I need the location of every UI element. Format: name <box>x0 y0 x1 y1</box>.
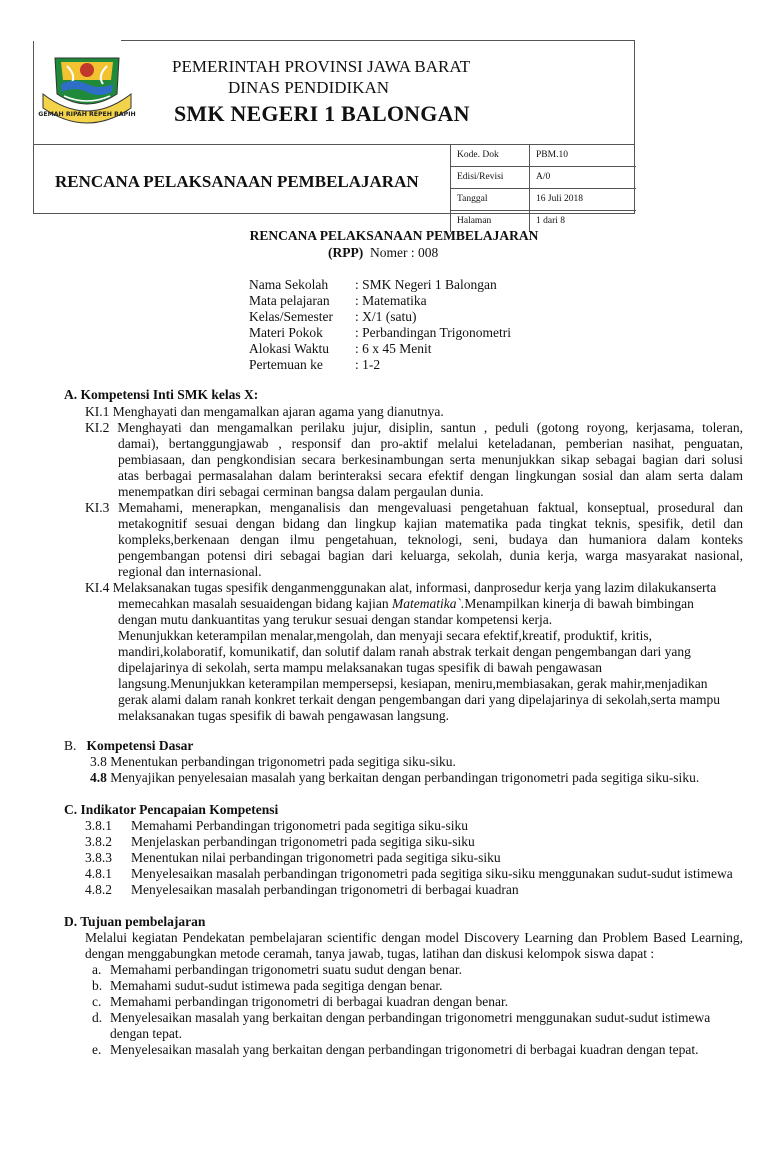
ki4-line: memecahkan masalah sesuaidengan bidang kajian Matematika`.Menampilkan kinerja di bawah bimbingan <box>118 596 694 611</box>
objective-intro-line: Melalui kegiatan Pendekatan pembelajaran scientific dengan model Discovery Learning dan Problem Based Learning, <box>85 930 743 945</box>
province-logo-icon <box>37 50 137 130</box>
ki4-line: gerak alami dalam ranah konkret terkait dengan pengembangan dari yang dipelajarinya di sekolah,serta mampu <box>118 692 721 707</box>
indicator-item: 3.8.2 Menjelaskan perbandingan trigonometri pada segitiga siku-siku <box>85 834 475 849</box>
ki4-line: melaksanakan tugas spesifik di bawah pengawasan langsung. <box>118 708 450 723</box>
section-d-heading: D. Tujuan pembelajaran <box>64 914 206 929</box>
kd-item: 4.8 Menyajikan penyelesaian masalah yang berkaitan dengan perbandingan trigonometri pada segitiga siku-siku. <box>90 770 700 785</box>
rpp-number: (RPP) Nomer : 008 <box>328 245 439 260</box>
ki2-line: menempatkan diri sebagai cerminan bangsa dalam pergaulan dunia. <box>118 484 484 499</box>
section-b-heading: B. Kompetensi Dasar <box>64 738 194 753</box>
objective-item: b. Memahami sudut-sudut istimewa pada segitiga dengan benar. <box>92 978 443 993</box>
ki2-line: KI.2 Menghayati dan mengamalkan perilaku jujur, disiplin, santun , peduli (gotong royong, kerjasama, toleran, <box>85 420 743 435</box>
indicator-item: 4.8.1 Menyelesaikan masalah perbandingan trigonometri pada segitiga siku-siku menggunakan sudut-sudut istimewa <box>85 866 733 881</box>
ki3-line: pengembangan potensi diri sebagai bagian dari keluarga, sekolah, dunia kerja, warga masyarakat nasional, <box>118 548 743 563</box>
identity-table <box>249 277 511 373</box>
ki3-line: KI.3 Memahami, menerapkan, menganalisis dan mengevaluasi pengetahuan faktual, konseptual, prosedural dan <box>85 500 743 515</box>
objective-item: a. Memahami perbandingan trigonometri suatu sudut dengan benar. <box>92 962 463 977</box>
section-a-heading: A. Kompetensi Inti SMK kelas X: <box>64 387 259 402</box>
indicator-item: 3.8.1 Memahami Perbandingan trigonometri pada segitiga siku-siku <box>85 818 469 833</box>
identity-row: Nama Sekolah : SMK Negeri 1 Balongan <box>249 277 497 292</box>
section-c-heading: C. Indikator Pencapaian Kompetensi <box>64 802 279 817</box>
ki4-line: langsung.Menunjukkan keterampilan mempersepsi, kesiapan, meniru,membiasakan, gerak mahir,menjadikan <box>118 676 708 691</box>
ki1-line: KI.1 Menghayati dan mengamalkan ajaran agama yang dianutnya. <box>85 404 444 419</box>
indicator-item: 3.8.3 Menentukan nilai perbandingan trigonometri pada segitiga siku-siku <box>85 850 501 865</box>
meta-row: Kode. Dok PBM.10 <box>451 144 636 166</box>
rpp-title: RENCANA PELAKSANAAN PEMBELAJARAN <box>249 228 539 243</box>
identity-row: Mata pelajaran : Matematika <box>249 293 427 308</box>
document-meta-table <box>450 144 636 232</box>
org-line-1: PEMERINTAH PROVINSI JAWA BARAT <box>172 57 471 76</box>
ki4-line: KI.4 Melaksanakan tugas spesifik denganmenggunakan alat, informasi, danprosedur kerja yang lazim dilakukanserta <box>85 580 717 595</box>
identity-row: Materi Pokok : Perbandingan Trigonometri <box>249 325 511 340</box>
indicator-item: 4.8.2 Menyelesaikan masalah perbandingan trigonometri di berbagai kuadran <box>85 882 519 897</box>
ki2-line: damai), bertanggungjawab , responsif dan pro-aktif melalui keteladanan, pemberian nasihat, penguatan, <box>118 436 743 451</box>
objective-item: c. Memahami perbandingan trigonometri di berbagai kuadran dengan benar. <box>92 994 509 1009</box>
ki4-line: mandiri,kolaboratif, komunikatif, dan solutif dalam ranah abstrak terkait dengan pengembangan dari yang <box>118 644 691 659</box>
meta-row: Edisi/Revisi A/0 <box>451 166 636 188</box>
ki4-line: dengan mutu dankuantitas yang terukur sesuai dengan standar kompetensi kerja. <box>118 612 553 627</box>
identity-row: Kelas/Semester : X/1 (satu) <box>249 309 417 324</box>
ki3-line: regional dan internasional. <box>118 564 262 579</box>
ki2-line: atas berbagai permasalahan dalam berinteraksi secara efektif dengan lingkungan sosial dan alam serta dalam <box>118 468 743 483</box>
meta-row: Tanggal 16 Juli 2018 <box>451 188 636 210</box>
kd-item: 3.8 Menentukan perbandingan trigonometri pada segitiga siku-siku. <box>90 754 456 769</box>
identity-row: Pertemuan ke : 1-2 <box>249 357 381 372</box>
identity-row: Alokasi Waktu : 6 x 45 Menit <box>249 341 432 356</box>
ki3-line: metakognitif sesuai dengan bidang dan lingkup kajian matematika pada tingkat teknis, spesifik, detil dan <box>118 516 743 531</box>
objective-item: d. Menyelesaikan masalah yang berkaitan dengan perbandingan trigonometri menggunakan sudut-sudut istimewa <box>92 1010 711 1025</box>
ki2-line: pembiasaan, dan pengkondisian secara berkesinambungan serta menunjukkan sikap sebagai bagian dari solusi <box>118 452 743 467</box>
svg-text:GEMAH RIPAH REPEH RAPIH: GEMAH RIPAH REPEH RAPIH <box>38 111 136 118</box>
header-frame-gap <box>33 40 121 41</box>
objective-intro-line: dengan menggabungkan metode ceramah, tanya jawab, tugas, latihan dan diskusi kelompok siswa dapat : <box>85 946 655 961</box>
ki3-line: kompleks,berkenaan dengan ilmu pengetahuan, teknologi, seni, budaya dan humaniora dalam konteks <box>118 532 743 547</box>
meta-row: Halaman 1 dari 8 <box>451 210 636 232</box>
ki4-line: dipelajarinya di sekolah, serta mampu melaksanakan tugas spesifik di bawah pengawasan <box>118 660 602 675</box>
objective-item: e. Menyelesaikan masalah yang berkaitan dengan perbandingan trigonometri di berbagai kuadran dengan tepat. <box>92 1042 699 1057</box>
org-line-2: DINAS PENDIDIKAN <box>228 78 390 97</box>
ki4-line: Menunjukkan keterampilan menalar,mengolah, dan menyaji secara efektif,kreatif, produktif, kritis, <box>118 628 653 643</box>
document-title: RENCANA PELAKSANAAN PEMBELAJARAN <box>55 172 419 191</box>
school-name: SMK NEGERI 1 BALONGAN <box>174 101 470 126</box>
objective-item: dengan tepat. <box>110 1026 182 1041</box>
